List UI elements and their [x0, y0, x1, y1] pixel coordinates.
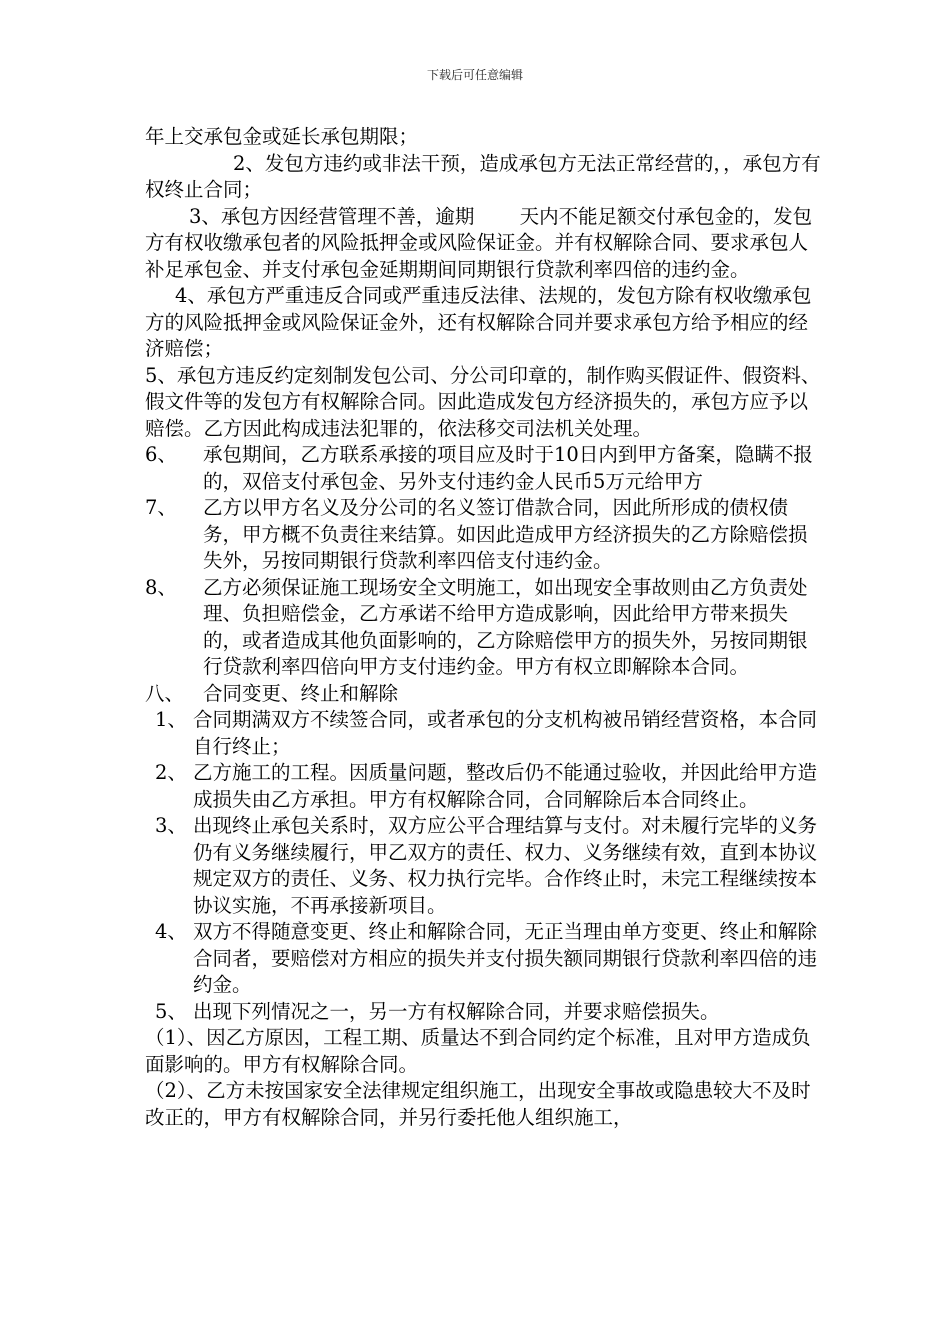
list-item	[145, 495, 825, 575]
sub-list-item-text: 双方不得随意变更、终止和解除合同，无正当理由单方变更、终止和解除合同者，要赔偿对方相应的损失并支付损失额同期银行贷款利率四倍的违约金。	[193, 920, 818, 996]
list-item-text: 乙方以甲方名义及分公司的名义签订借款合同，因此所形成的债权债务，甲方概不负责往来结算。如因此造成甲方经济损失的乙方除赔偿损失外，另按同期银行贷款利率四倍支付违约金。	[203, 496, 808, 572]
list-item-number: 6、	[145, 443, 177, 466]
paragraph-clause-5: 5、承包方违反约定刻制发包公司、分公司印章的，制作购买假证件、假资料、假文件等的发包方有权解除合同。因此造成发包方经济损失的，承包方应予以赔偿。乙方因此构成违法犯罪的，依法移交司法机关处理。	[145, 363, 821, 440]
sub-list-item	[145, 999, 825, 1026]
paragraph-condition-1: （1）、因乙方原因，工程工期、质量达不到合同约定个标准，且对甲方造成负面影响的。甲方有权解除合同。	[145, 1026, 811, 1076]
list-item-number: 8、	[145, 575, 177, 599]
sub-list-item-number: 3、	[155, 814, 187, 837]
paragraph-clause-3: 3、承包方因经营管理不善，逾期 天内不能足额交付承包金的，发包方有权收缴承包者的风险抵押金或风险保证金。并有权解除合同、要求承包人补足承包金、并支付承包金延期期间同期银行贷款利率四倍的违约金。	[145, 204, 813, 281]
sub-list-item	[145, 919, 825, 999]
sub-list-item-text: 出现下列情况之一，另一方有权解除合同，并要求赔偿损失。	[193, 999, 720, 1023]
sub-list-item-text: 出现终止承包关系时，双方应公平合理结算与支付。对未履行完毕的义务仍有义务继续履行，甲乙双方的责任、权力、义务继续有效，直到本协议规定双方的责任、义务、权力执行完毕。合作终止时，未完工程继续按本协议实施，不再承接新项目。	[193, 814, 818, 917]
list-item	[145, 575, 825, 681]
list-item	[145, 442, 825, 495]
sub-list-item-number: 4、	[155, 920, 187, 943]
sub-list-item	[145, 813, 825, 919]
paragraph-continuation: 年上交承包金或延长承包期限；	[145, 125, 419, 148]
sub-list-item-number: 1、	[155, 708, 187, 731]
section-title: 合同变更、终止和解除	[203, 681, 399, 705]
sub-list-item	[145, 760, 825, 813]
list-item-text: 承包期间，乙方联系承接的项目应及时于10日内到甲方备案，隐瞒不报的，双倍支付承包金、另外支付违约金人民币5万元给甲方	[203, 443, 813, 493]
section-number: 八、	[145, 681, 185, 705]
list-item-number: 7、	[145, 496, 177, 519]
page-header: 下载后可任意编辑	[426, 68, 523, 82]
paragraph-clause-4: 4、承包方严重违反合同或严重违反法律、法规的，发包方除有权收缴承包方的风险抵押金或风险保证金外，还有权解除合同并要求承包方给予相应的经济赔偿；	[145, 284, 812, 360]
paragraph-condition-2: （2）、乙方未按国家安全法律规定组织施工，出现安全事故或隐患较大不及时改正的，甲方有权解除合同，并另行委托他人组织施工，	[145, 1079, 811, 1129]
document-body	[145, 124, 825, 1131]
sub-list-item-text: 乙方施工的工程。因质量问题，整改后仍不能通过验收，并因此给甲方造成损失由乙方承担。甲方有权解除合同，合同解除后本合同终止。	[193, 761, 818, 811]
sub-list-item	[145, 707, 825, 760]
list-item-text: 乙方必须保证施工现场安全文明施工，如出现安全事故则由乙方负责处理、负担赔偿金，乙方承诺不给甲方造成影响，因此给甲方带来损失的，或者造成其他负面影响的，乙方除赔偿甲方的损失外，另按同期银行贷款利率四倍向甲方支付违约金。甲方有权立即解除本合同。	[203, 575, 808, 678]
sub-list-item-number: 2、	[155, 761, 187, 784]
sub-list-item-text: 合同期满双方不续签合同，或者承包的分支机构被吊销经营资格，本合同自行终止；	[193, 708, 818, 758]
sub-list-item-number: 5、	[155, 999, 187, 1023]
paragraph-clause-2: 2、发包方违约或非法干预，造成承包方无法正常经营的，，承包方有权终止合同；	[145, 151, 821, 201]
section-heading	[145, 681, 825, 708]
